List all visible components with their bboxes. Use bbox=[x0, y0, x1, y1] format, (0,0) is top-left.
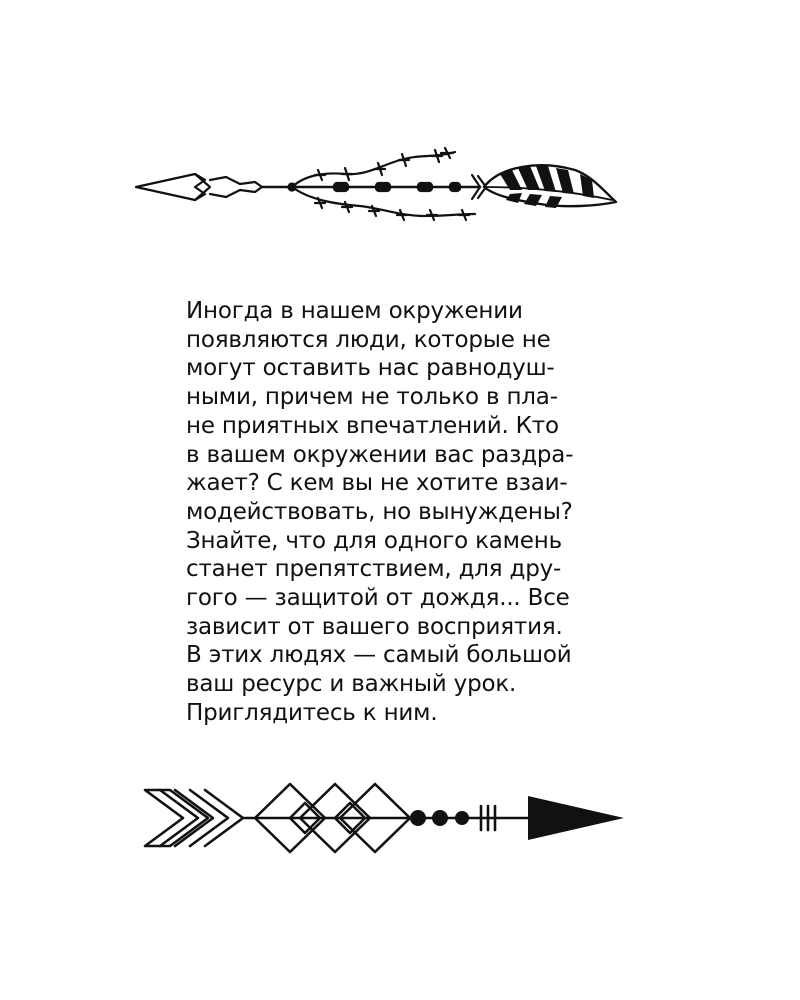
text-line: В этих людях — самый большой bbox=[186, 642, 572, 669]
text-line: Иногда в нашем окружении bbox=[186, 298, 523, 324]
text-line: жает? С кем вы не хотите взаи- bbox=[186, 470, 568, 497]
text-line: в вашем окружении вас раздра- bbox=[186, 441, 574, 468]
text-line: ваш ресурс и важный урок. bbox=[186, 671, 517, 698]
text-line: могут оставить нас равнодуш- bbox=[186, 355, 555, 382]
body-text bbox=[186, 297, 573, 728]
text-line: Приглядитесь к ним. bbox=[186, 699, 438, 726]
text-line: станет препятствием, для дру- bbox=[186, 556, 562, 583]
text-line: ными, причем не только в пла- bbox=[186, 384, 558, 411]
text-line: не приятных впечатлений. Кто bbox=[186, 412, 559, 439]
feathered-arrow-ornament bbox=[0, 130, 800, 240]
text-line: модействовать, но вынуждены? bbox=[186, 498, 573, 525]
text-line: зависит от вашего восприятия. bbox=[186, 613, 563, 640]
geometric-arrow-ornament bbox=[0, 770, 800, 870]
text-line: появляются люди, которые не bbox=[186, 326, 551, 353]
text-line: гого — защитой от дождя... Все bbox=[186, 585, 570, 612]
text-line: Знайте, что для одного камень bbox=[186, 527, 562, 554]
